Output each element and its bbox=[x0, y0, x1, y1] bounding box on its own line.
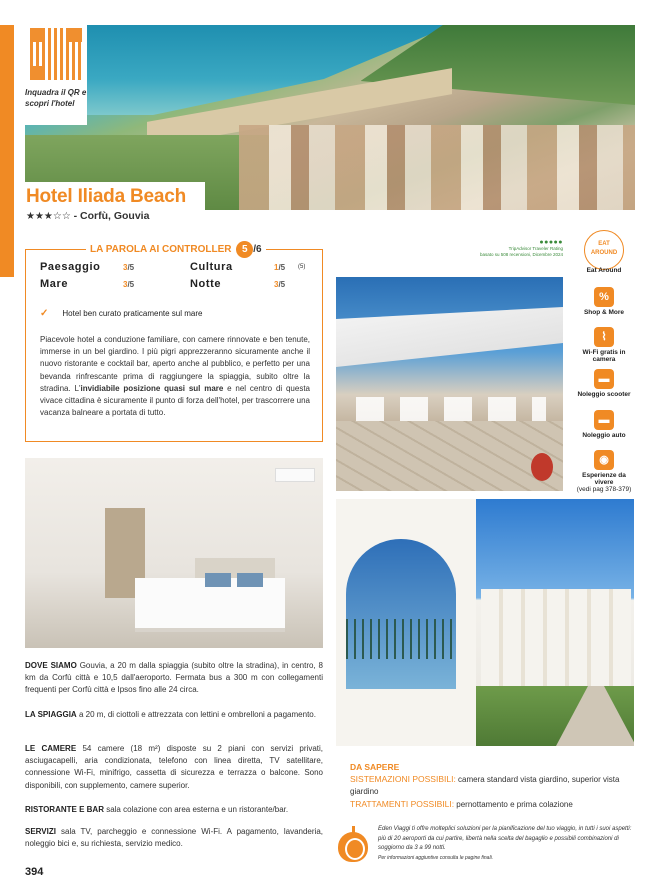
sidebar-item-wifi: ⌇ Wi-Fi gratis in camera bbox=[572, 327, 636, 363]
shopping-bag-icon: % bbox=[594, 287, 614, 307]
apple-logo-icon bbox=[338, 832, 368, 862]
controller-box bbox=[25, 244, 323, 442]
controller-description: Piacevole hotel a conduzione familiare, con camere rinnovate e ben tenute, immerse in un bel giardino. I più pigri apprezzeranno sicuramente anche il nuovo ristorante e cocktail bar, aperto anche al pubblico, e perfetto per una bevanda rinfrescante prima di raggiungere la spiaggia, subito oltre la stradina. L'invidiabile posizione quasi sul mare e nel centro di questa vivace cittadina è sicuramente il punto di forza dell'hotel, per trascorrere una vacanza balneare a portata di tutto. bbox=[40, 335, 311, 418]
controller-score: 5 bbox=[236, 241, 253, 258]
balcony-photo bbox=[336, 499, 634, 746]
car-icon: ▬ bbox=[594, 410, 614, 430]
sidebar-item-auto: ▬ Noleggio auto bbox=[572, 410, 636, 439]
rating-label-cultura: Cultura bbox=[190, 261, 233, 273]
rating-label-mare: Mare bbox=[40, 278, 69, 290]
qr-block[interactable] bbox=[25, 25, 87, 125]
page-number: 394 bbox=[25, 866, 44, 878]
star-rating: ★★★☆☆ bbox=[26, 211, 71, 222]
eden-note: Eden Viaggi ti offre molteplici soluzioni per la pianificazione del tuo viaggio, in tutti i suoi aspetti: più di 20 aeroporti da cui partire, libertà nella scelta del bagaglio e possibili combinazioni di soggiorno da 3 a 99 notti. Per informazioni aggiuntive consulta le pagine finali. bbox=[378, 826, 632, 861]
controller-heading: LA PAROLA AI CONTROLLER 5 /6 bbox=[86, 241, 266, 258]
eat-around-badge: EAT AROUND bbox=[584, 230, 624, 270]
tripadvisor-bubbles-icon: ●●●●● bbox=[539, 239, 563, 246]
section-dove-siamo: DOVE SIAMO Gouvia, a 20 m dalla spiaggia (subito oltre la stradina), in centro, 8 km da Corfù città e 10,5 dall'aeroporto. Fermata bus a 300 m con collegamenti frequenti per Corfù città e Ipsos fino alle 24 circa. bbox=[25, 661, 323, 695]
qr-code-icon[interactable] bbox=[30, 28, 82, 80]
rating-label-paesaggio: Paesaggio bbox=[40, 261, 101, 273]
hotel-subtitle bbox=[26, 210, 149, 222]
sidebar-item-esperienze: ◉ Esperienze da vivere (vedi pag 378-379) bbox=[572, 450, 636, 493]
check-icon: ✓ bbox=[40, 308, 49, 319]
section-spiaggia: LA SPIAGGIA a 20 m, di ciottoli e attrezzata con lettini e ombrelloni a pagamento. bbox=[25, 710, 316, 719]
scooter-icon: ▬ bbox=[594, 369, 614, 389]
rating-value-mare: 3/5 bbox=[123, 280, 135, 289]
section-servizi: SERVIZI sala TV, parcheggio e connessione Wi-Fi. A pagamento, lavanderia, noleggio bici e, su richiesta, servizio medico. bbox=[25, 827, 323, 849]
wifi-icon: ⌇ bbox=[594, 327, 614, 347]
rating-value-paesaggio: 3/5 bbox=[123, 263, 135, 272]
restaurant-photo bbox=[336, 277, 563, 491]
da-sapere-box bbox=[350, 761, 635, 811]
da-sapere-heading: DA SAPERE bbox=[350, 762, 400, 772]
rating-value-notte: 3/5 bbox=[274, 280, 286, 289]
rating-value-cultura: 1/5 bbox=[274, 263, 286, 272]
tripadvisor-rating: ●●●●● TripAdvisor Traveler Rating basato su 508 recensioni, Dicembre 2024 bbox=[479, 239, 563, 257]
qr-caption: Inquadra il QR e scopri l'hotel bbox=[25, 88, 87, 108]
highlight-line: ✓ Hotel ben curato praticamente sul mare bbox=[40, 308, 203, 319]
rating-label-notte: Notte bbox=[190, 278, 222, 290]
trattamenti-line: TRATTAMENTI POSSIBILI: pernottamento e prima colazione bbox=[350, 799, 573, 809]
sidebar-item-scooter: ▬ Noleggio scooter bbox=[572, 369, 636, 398]
room-photo bbox=[25, 458, 323, 648]
hotel-title: Hotel Iliada Beach bbox=[26, 186, 187, 207]
section-camere: LE CAMERE 54 camere (18 m²) disposte su 2 piani con servizi privati, asciugacapelli, aria condizionata, telefono con linea diretta, TV satellitare, connessione Wi-Fi, minifrigo, cassetta di sicurezza e terrazza o balcone. Sono disponibili, con supplemento, camere superior. bbox=[25, 744, 323, 790]
sidebar-item-shop: % Shop & More bbox=[572, 287, 636, 316]
experience-icon: ◉ bbox=[594, 450, 614, 470]
sistemazioni-line: SISTEMAZIONI POSSIBILI: camera standard vista giardino, superior vista giardino bbox=[350, 774, 620, 796]
accent-bar bbox=[0, 25, 14, 277]
sidebar-item-eat-around: Eat Around bbox=[586, 267, 622, 274]
rating-extra-cultura: (5) bbox=[298, 264, 306, 270]
hotel-location: - Corfù, Gouvia bbox=[73, 210, 150, 222]
section-ristorante: RISTORANTE E BAR sala colazione con area esterna e un ristorante/bar. bbox=[25, 805, 289, 814]
